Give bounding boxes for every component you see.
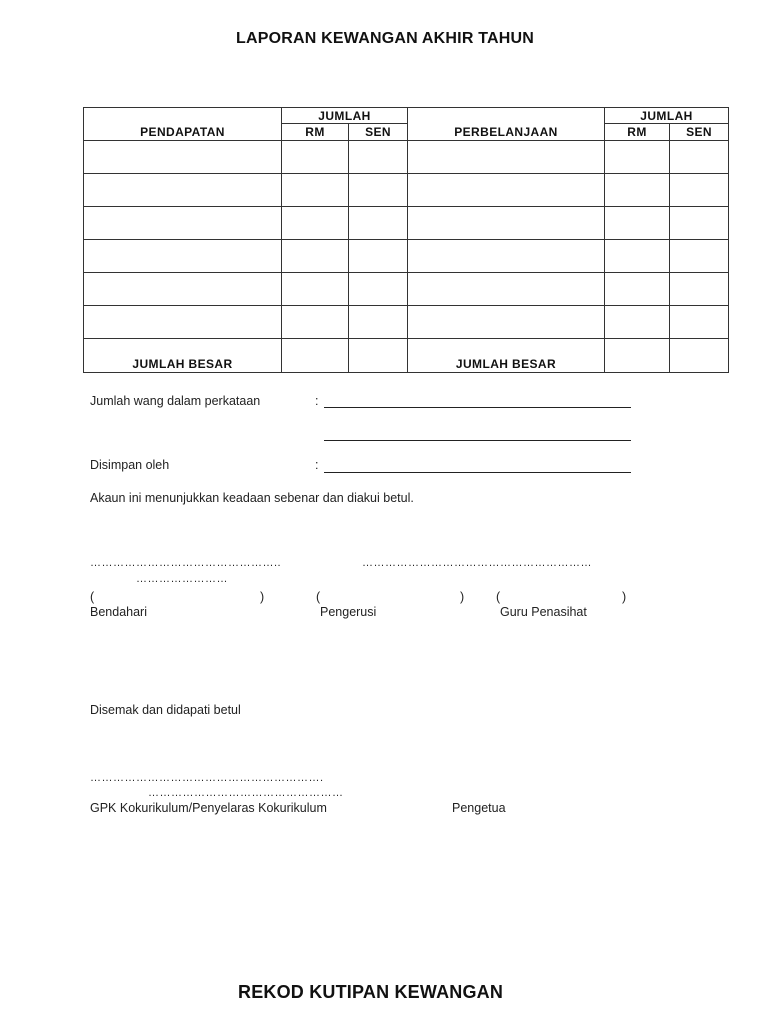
table-cell[interactable] xyxy=(605,174,670,207)
table-cell[interactable] xyxy=(282,273,349,306)
role-pengerusi: Pengerusi xyxy=(320,605,377,619)
table-cell[interactable] xyxy=(408,240,605,273)
table-cell[interactable] xyxy=(84,273,282,306)
header-jumlah-expense: JUMLAH xyxy=(605,108,729,124)
table-cell[interactable] xyxy=(408,141,605,174)
table-cell[interactable] xyxy=(84,306,282,339)
table-row xyxy=(84,207,729,240)
total-label-income: JUMLAH BESAR xyxy=(84,339,282,373)
kept-line[interactable] xyxy=(324,472,631,473)
table-cell[interactable] xyxy=(84,174,282,207)
words-label: Jumlah wang dalam perkataan xyxy=(90,394,261,408)
verify-dots-pengetua: …………………………………………… xyxy=(148,787,344,799)
table-cell[interactable] xyxy=(349,240,408,273)
verify-label: Disemak dan didapati betul xyxy=(90,703,241,717)
table-cell[interactable] xyxy=(605,141,670,174)
table-cell[interactable] xyxy=(408,273,605,306)
kept-label: Disimpan oleh xyxy=(90,458,170,472)
role-pengetua: Pengetua xyxy=(452,801,506,815)
table-cell[interactable] xyxy=(670,339,729,373)
paren-close: ) xyxy=(260,590,265,604)
role-guru-penasihat: Guru Penasihat xyxy=(500,605,587,619)
table-cell[interactable] xyxy=(349,207,408,240)
header-perbelanjaan: PERBELANJAAN xyxy=(408,108,605,141)
verify-dots-gpk: ……………………………………………………. xyxy=(90,772,324,784)
paren-close: ) xyxy=(622,590,627,604)
signature-dots-guru: …………………… xyxy=(136,573,228,585)
table-cell[interactable] xyxy=(349,141,408,174)
table-cell[interactable] xyxy=(670,141,729,174)
total-row xyxy=(84,339,729,373)
header-rm-expense: RM xyxy=(605,124,670,141)
table-cell[interactable] xyxy=(349,174,408,207)
table-cell[interactable] xyxy=(605,240,670,273)
table-cell[interactable] xyxy=(605,273,670,306)
paren-open: ( xyxy=(496,590,501,604)
table-cell[interactable] xyxy=(84,141,282,174)
table-cell[interactable] xyxy=(349,306,408,339)
table-row xyxy=(84,240,729,273)
header-rm-income: RM xyxy=(282,124,349,141)
table-row xyxy=(84,273,729,306)
table-row xyxy=(84,174,729,207)
paren-open: ( xyxy=(90,590,95,604)
role-gpk: GPK Kokurikulum/Penyelaras Kokurikulum xyxy=(90,801,327,815)
table-cell[interactable] xyxy=(670,240,729,273)
table-cell[interactable] xyxy=(670,306,729,339)
table-cell[interactable] xyxy=(605,339,670,373)
header-sen-income: SEN xyxy=(349,124,408,141)
header-pendapatan: PENDAPATAN xyxy=(84,108,282,141)
header-sen-expense: SEN xyxy=(670,124,729,141)
table-row xyxy=(84,141,729,174)
table-cell[interactable] xyxy=(605,207,670,240)
header-jumlah-income: JUMLAH xyxy=(282,108,408,124)
colon: : xyxy=(315,394,319,408)
table-cell[interactable] xyxy=(670,174,729,207)
words-line-2[interactable] xyxy=(324,440,631,441)
role-bendahari: Bendahari xyxy=(90,605,147,619)
report-title: LAPORAN KEWANGAN AKHIR TAHUN xyxy=(236,30,535,47)
table-row xyxy=(84,306,729,339)
table-cell[interactable] xyxy=(605,306,670,339)
total-label-expense: JUMLAH BESAR xyxy=(408,339,605,373)
table-cell[interactable] xyxy=(670,273,729,306)
table-cell[interactable] xyxy=(349,273,408,306)
table-cell[interactable] xyxy=(84,240,282,273)
table-cell[interactable] xyxy=(282,339,349,373)
table-cell[interactable] xyxy=(282,141,349,174)
words-line-1[interactable] xyxy=(324,407,631,408)
table-cell[interactable] xyxy=(408,174,605,207)
table-cell[interactable] xyxy=(282,174,349,207)
table-cell[interactable] xyxy=(670,207,729,240)
paren-open: ( xyxy=(316,590,321,604)
table-cell[interactable] xyxy=(349,339,408,373)
paren-close: ) xyxy=(460,590,465,604)
financial-table xyxy=(83,107,729,373)
signature-dots-bendahari: ………………………………………….. xyxy=(90,557,282,569)
signature-dots-pengerusi: …………………………………………………… xyxy=(362,557,592,569)
table-cell[interactable] xyxy=(282,207,349,240)
declaration-text: Akaun ini menunjukkan keadaan sebenar dan diakui betul. xyxy=(90,491,414,505)
footer-title: REKOD KUTIPAN KEWANGAN xyxy=(238,982,504,1002)
table-cell[interactable] xyxy=(282,306,349,339)
table-cell[interactable] xyxy=(84,207,282,240)
table-cell[interactable] xyxy=(408,207,605,240)
table-cell[interactable] xyxy=(408,306,605,339)
table-cell[interactable] xyxy=(282,240,349,273)
colon: : xyxy=(315,458,319,472)
